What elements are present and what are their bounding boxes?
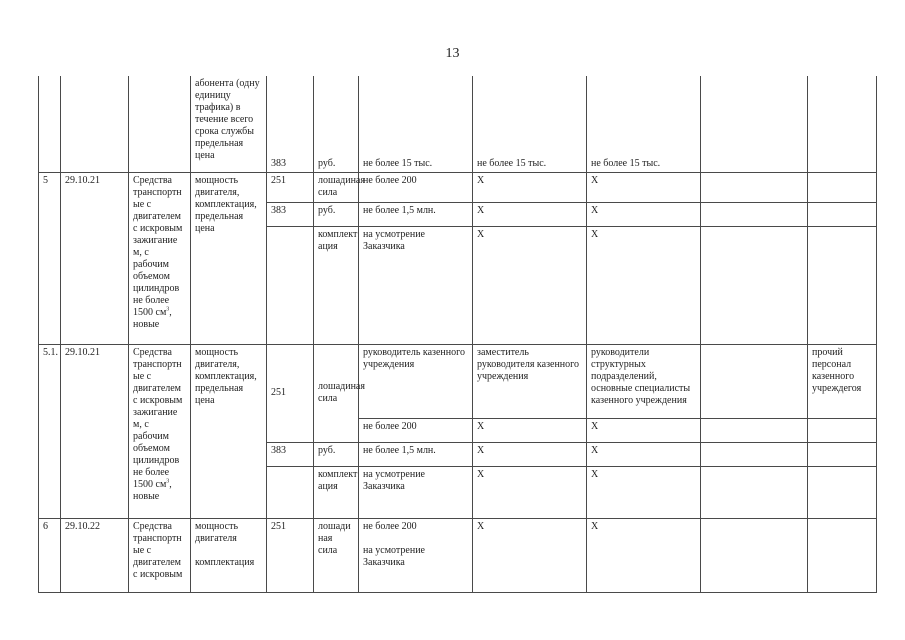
okei-code-cell: 383 bbox=[267, 442, 314, 466]
unit-cell: лошадиная сила bbox=[314, 344, 359, 442]
value-cell: не более 200 bbox=[359, 172, 473, 202]
table-row bbox=[39, 518, 877, 592]
value-cell: не более 200 на усмотрение Заказчика bbox=[359, 518, 473, 592]
value-cell: на усмотрение Заказчика bbox=[359, 226, 473, 344]
value-cell: X bbox=[473, 202, 587, 226]
value-cell: не более 15 тыс. bbox=[473, 76, 587, 172]
characteristic-cell: мощность двигателя, комплектация, предельная цена bbox=[191, 344, 267, 518]
okei-code-cell: 251 bbox=[267, 172, 314, 202]
okei-code-cell: 383 bbox=[267, 76, 314, 172]
value-cell: X bbox=[587, 418, 701, 442]
value-cell: X bbox=[587, 466, 701, 518]
characteristic-cell: мощность двигателя, комплектация, предельная цена bbox=[191, 172, 267, 344]
characteristic-cell: мощность двигателя комплектация bbox=[191, 518, 267, 592]
item-name: Средства транспортн ые с двигателем с искровым bbox=[129, 518, 191, 592]
value-cell: X bbox=[587, 442, 701, 466]
okei-code-cell: 251 bbox=[267, 518, 314, 592]
unit-cell: руб. bbox=[314, 76, 359, 172]
position-header: прочий персонал казенного учреждегоя bbox=[808, 344, 877, 418]
value-cell: не более 15 тыс. bbox=[587, 76, 701, 172]
position-header: руководитель казенного учреждения bbox=[359, 344, 473, 418]
value-cell: X bbox=[587, 202, 701, 226]
value-cell: не более 15 тыс. bbox=[359, 76, 473, 172]
okpd-code: 29.10.21 bbox=[61, 344, 129, 518]
position-header: заместитель руководителя казенного учреждения bbox=[473, 344, 587, 418]
value-cell: X bbox=[587, 226, 701, 344]
unit-cell: руб. bbox=[314, 202, 359, 226]
value-cell: X bbox=[473, 442, 587, 466]
unit-cell: комплект ация bbox=[314, 226, 359, 344]
unit-cell: комплект ация bbox=[314, 466, 359, 518]
table-row bbox=[39, 344, 877, 418]
item-name: Средства транспортн ые с двигателем с искровым зажигание м, с рабочим объемом цилиндров не более 1500 $см^3$, новые bbox=[129, 172, 191, 344]
value-cell: не более 200 bbox=[359, 418, 473, 442]
value-cell: X bbox=[473, 418, 587, 442]
value-cell: X bbox=[473, 226, 587, 344]
characteristic-cell: абонента (одну единицу трафика) в течение всего срока службы предельная цена bbox=[191, 76, 267, 172]
row-number: 6 bbox=[39, 518, 61, 592]
value-cell: X bbox=[473, 518, 587, 592]
value-cell: X bbox=[473, 466, 587, 518]
okpd-code: 29.10.21 bbox=[61, 172, 129, 344]
table-row-continuation bbox=[39, 76, 877, 172]
unit-cell: лошадиная сила bbox=[314, 172, 359, 202]
unit-cell: лошади ная сила bbox=[314, 518, 359, 592]
okei-code-cell: 383 bbox=[267, 202, 314, 226]
page-number: 13 bbox=[445, 46, 460, 61]
okei-code-cell: 251 bbox=[267, 344, 314, 442]
okpd-code: 29.10.22 bbox=[61, 518, 129, 592]
requirements-table bbox=[38, 76, 877, 593]
value-cell: не более 1,5 млн. bbox=[359, 442, 473, 466]
row-number: 5 bbox=[39, 172, 61, 344]
value-cell: X bbox=[587, 172, 701, 202]
item-name: Средства транспортн ые с двигателем с искровым зажигание м, с рабочим объемом цилиндров не более 1500 $см^3$, новые bbox=[129, 344, 191, 518]
position-header: руководители структурных подразделений, основные специалисты казенного учреждения bbox=[587, 344, 701, 418]
value-cell: на усмотрение Заказчика bbox=[359, 466, 473, 518]
table-row bbox=[39, 172, 877, 202]
row-number: 5.1. bbox=[39, 344, 61, 518]
value-cell: X bbox=[473, 172, 587, 202]
unit-cell: руб. bbox=[314, 442, 359, 466]
value-cell: X bbox=[587, 518, 701, 592]
value-cell: не более 1,5 млн. bbox=[359, 202, 473, 226]
